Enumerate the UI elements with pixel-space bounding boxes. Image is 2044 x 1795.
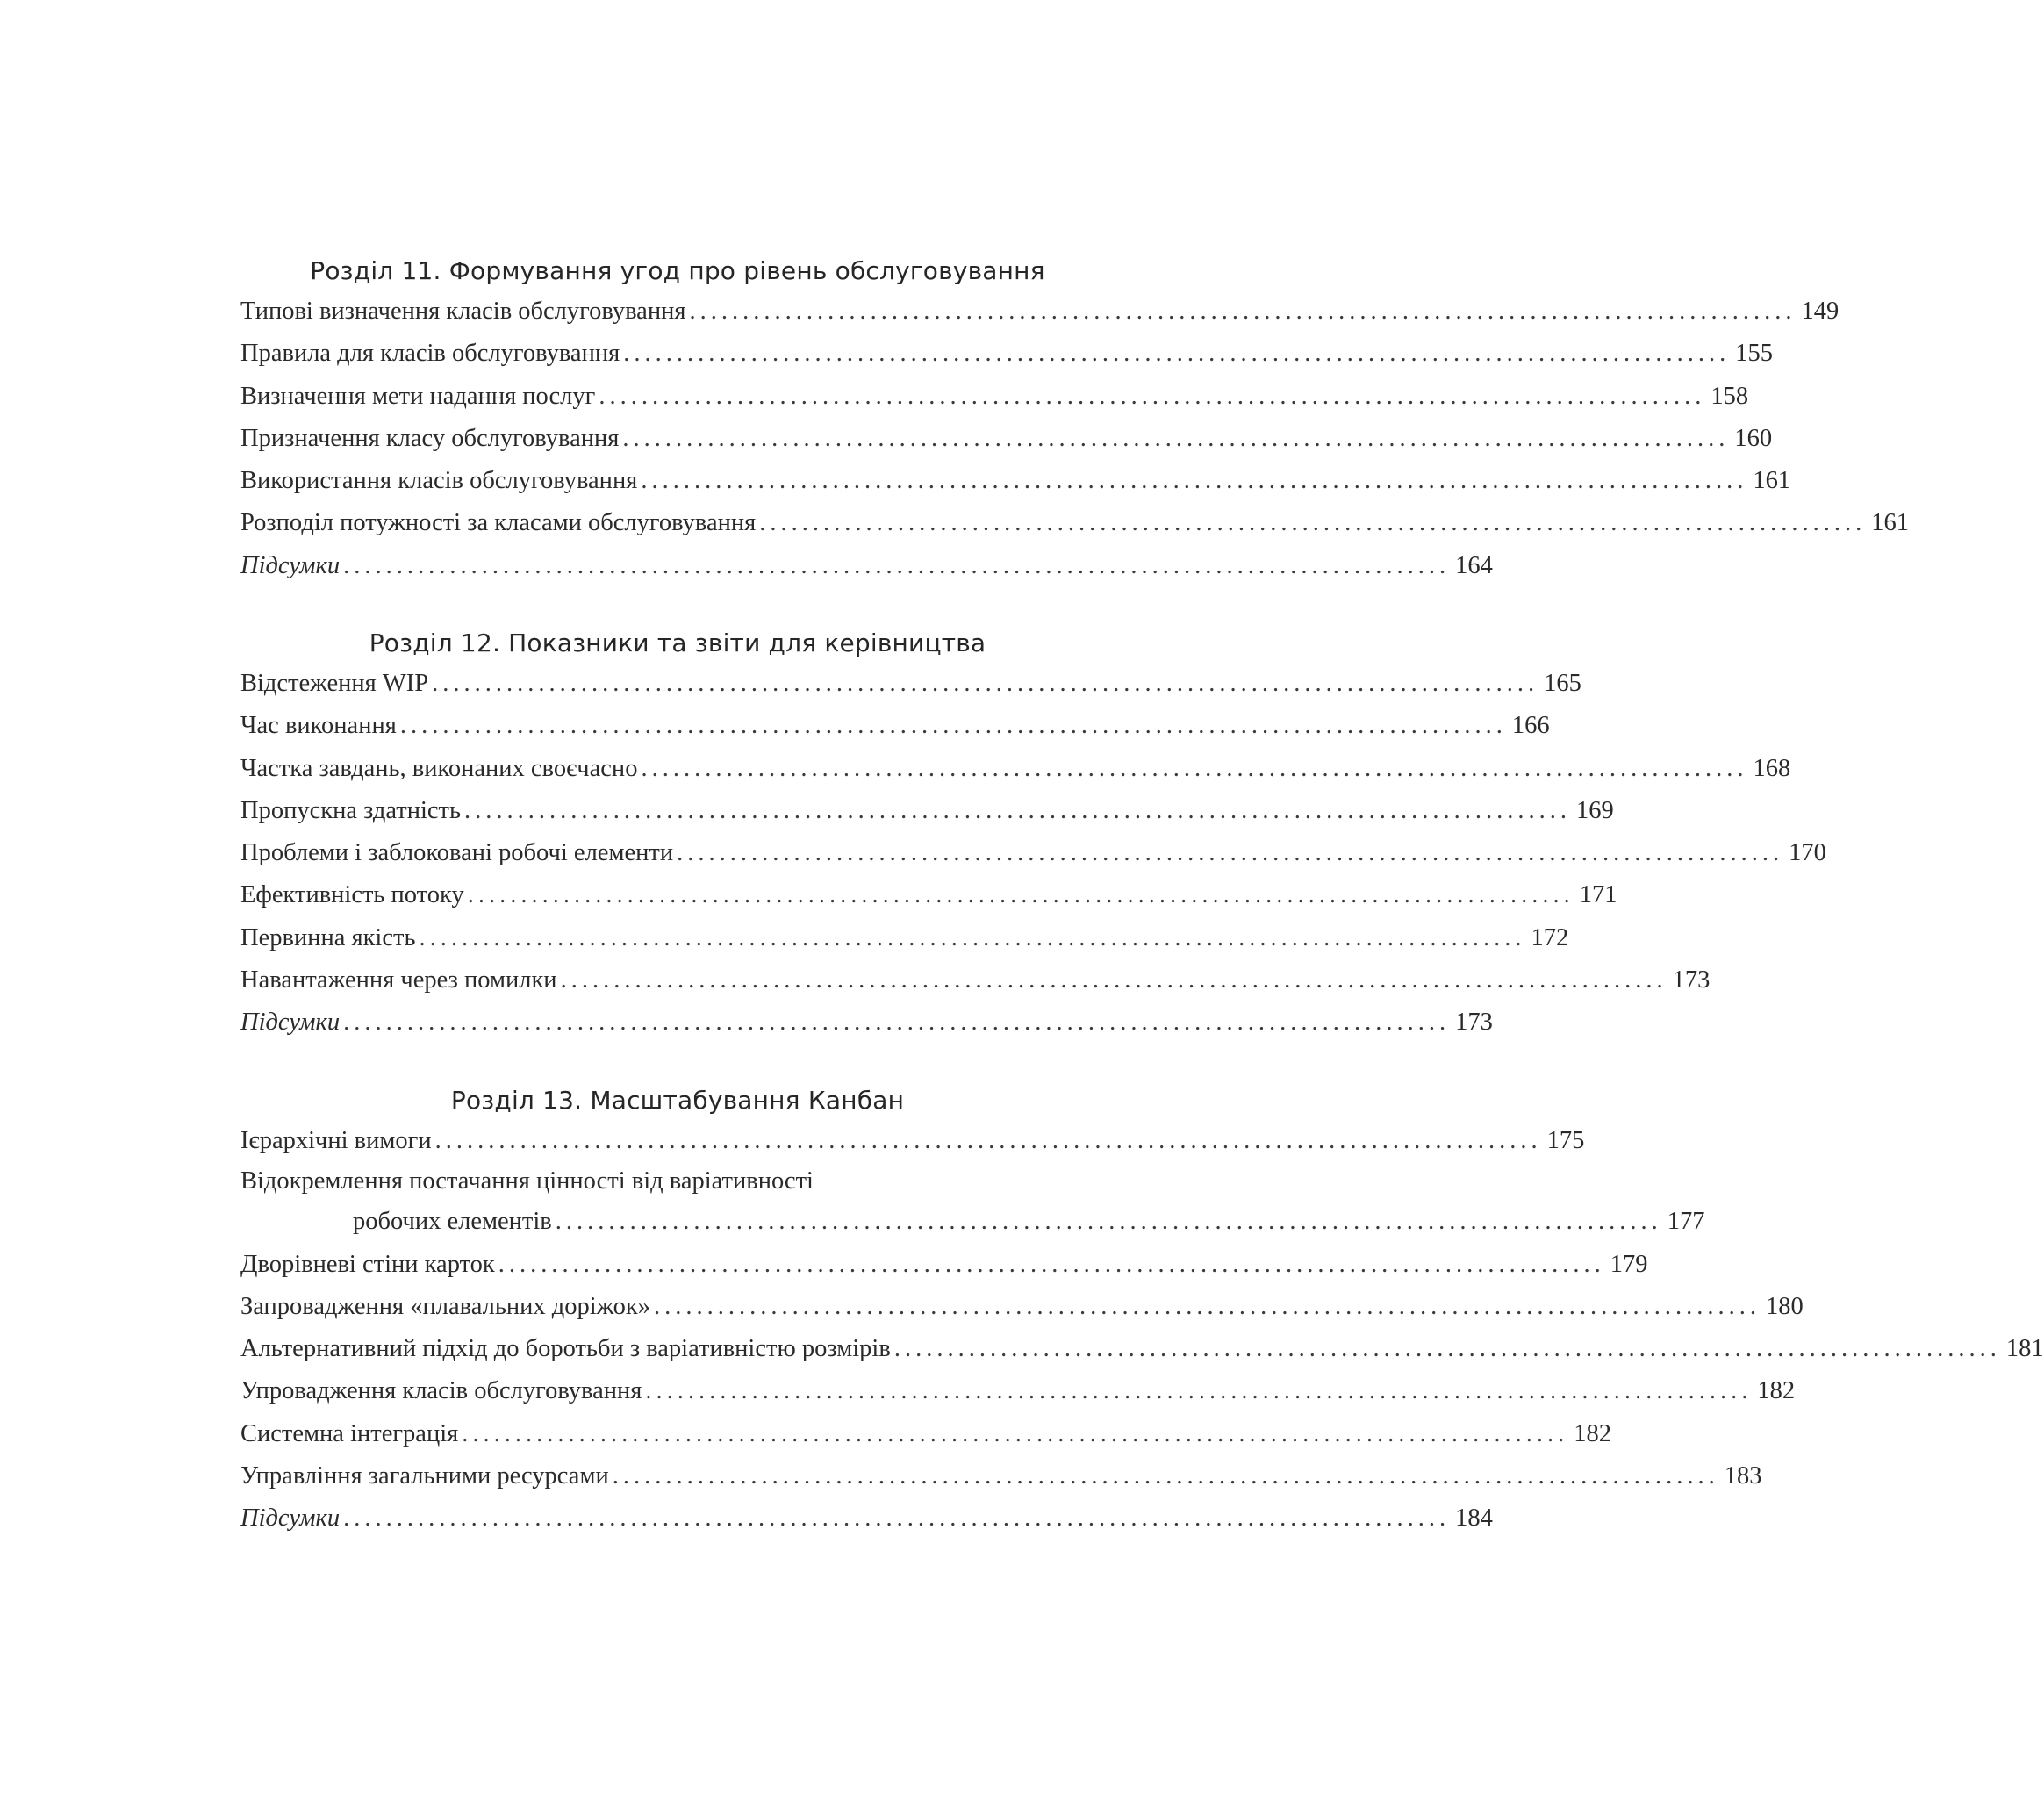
toc-entry-label: Розподіл потужності за класами обслуговування [240,509,757,537]
dot-leader: ........................................................................................................ [893,1335,2001,1363]
toc-page-number: 180 [1765,1292,1804,1320]
toc-entry-label: Відстеження WIP [240,670,429,697]
toc-page-number: 165 [1544,670,1581,697]
dot-leader: ........................................................................................................ [622,424,1730,452]
dot-leader: ........................................................................................................ [641,754,1748,782]
toc-entry-label: Підсумки [240,1009,341,1037]
toc-page-number: 168 [1753,754,1791,782]
toc-entry-label: Використання класів обслуговування [240,467,638,495]
toc-page-number: 149 [1801,298,1840,325]
toc-entry-label: Ефективність потоку [240,881,464,909]
toc-entry[interactable] [240,959,1711,1002]
toc-page-number: 173 [1672,966,1711,994]
dot-leader: ........................................................................................................ [560,966,1667,994]
toc-page-number: 164 [1455,551,1493,579]
toc-entry[interactable] [240,1370,1796,1412]
chapter-11 [240,252,1909,587]
toc-entry[interactable] [240,1328,2044,1370]
dot-leader: ........................................................................................................ [623,340,1731,368]
toc-entry[interactable] [240,418,1773,460]
dot-leader: ........................................................................................................ [434,1127,1542,1154]
toc-entry-summary[interactable] [240,1002,1493,1044]
toc-entry[interactable] [240,917,1569,959]
toc-entry[interactable] [240,333,1773,375]
chapter-title: Розділ 11. Формування угод про рівень обслуговування [310,256,1045,285]
toc-entry[interactable] [240,376,1749,418]
toc-entry-label: Проблеми і заблоковані робочі елементи [240,839,674,867]
toc-entry-label: Типові визначення класів обслуговування [240,298,686,325]
toc-page-number: 170 [1789,839,1826,867]
toc-page-number: 181 [2005,1335,2044,1363]
toc-entry-summary[interactable] [240,545,1493,587]
toc-page-number: 160 [1734,424,1773,452]
dot-leader: ........................................................................................................ [498,1250,1605,1278]
toc-entry-label: Правила для класів обслуговування [240,340,620,368]
toc-entry-label-first-line[interactable]: Відокремлення постачання цінності від варіативності [240,1167,814,1195]
toc-entry-label: Системна інтеграція [240,1419,459,1447]
toc-page-number: 169 [1576,796,1614,824]
toc-page-number: 158 [1711,382,1749,410]
toc-entry-label: Альтернативний підхід до боротьби з варіативністю розмірів [240,1335,891,1363]
dot-leader: ........................................................................................................ [677,839,1784,867]
toc-entry-label: Упровадження класів обслуговування [240,1377,642,1405]
toc-entry[interactable] [240,1244,1648,1286]
chapter-12 [240,624,1826,1045]
toc-entry-label: Навантаження через помилки [240,966,557,994]
dot-leader: ........................................................................................................ [432,670,1539,697]
dot-leader: ........................................................................................................ [653,1292,1761,1320]
toc-entry-label: Час виконання [240,712,397,740]
toc-entry[interactable] [240,502,1909,544]
toc-entry-label: Частка завдань, виконаних своєчасно [240,754,638,782]
toc-entry[interactable] [240,291,1840,333]
dot-leader: ........................................................................................................ [689,298,1797,325]
toc-entry[interactable] [240,1413,1611,1455]
dot-leader: ........................................................................................................ [343,1504,1451,1533]
toc-entry-label: Визначення мети надання послуг [240,382,596,410]
toc-entry[interactable] [240,748,1791,790]
toc-entry-label: Ієрархічні вимоги [240,1127,432,1154]
toc-entry-label: Дворівневі стіни карток [240,1250,495,1278]
toc-entry-label: Пропускна здатність [240,796,461,824]
dot-leader: ........................................................................................................ [599,382,1706,410]
toc-page-number: 175 [1546,1127,1585,1154]
toc-page-number: 173 [1455,1009,1493,1037]
dot-leader: ........................................................................................................ [641,467,1748,495]
toc-page-number: 161 [1871,509,1909,537]
toc-page-number: 172 [1531,923,1569,951]
toc-page-number: 182 [1574,1419,1611,1447]
toc-page-number: 177 [1667,1208,1705,1236]
dot-leader: ........................................................................................................ [555,1208,1662,1236]
toc-entry-label: Запровадження «плавальних доріжок» [240,1292,650,1320]
toc-page-number: 182 [1757,1377,1796,1405]
toc-entry-label-continuation: робочих елементів [353,1208,552,1236]
toc-entry-label: Первинна якість [240,923,416,951]
toc-entry-label: Підсумки [240,1504,341,1533]
toc-page-number: 166 [1511,712,1550,740]
toc-entry[interactable] [240,1201,1705,1243]
toc-entry[interactable] [240,790,1614,832]
toc-entry[interactable] [240,832,1826,874]
toc-entry[interactable] [240,705,1550,747]
toc-page-number: 155 [1735,340,1773,368]
toc-page-number: 161 [1753,467,1791,495]
dot-leader: ........................................................................................................ [612,1462,1719,1490]
toc-page-number: 184 [1455,1504,1493,1533]
toc-entry[interactable] [240,1286,1804,1328]
toc-entry[interactable] [240,663,1581,705]
toc-entry[interactable] [240,1120,1585,1162]
toc-entry[interactable] [240,1455,1762,1497]
toc-entry-label: Управління загальними ресурсами [240,1462,609,1490]
toc-entry[interactable] [240,874,1617,916]
dot-leader: ........................................................................................................ [645,1377,1753,1405]
chapter-13 [240,1081,2044,1540]
dot-leader: ........................................................................................................ [467,881,1574,909]
toc-entry[interactable] [240,460,1791,502]
dot-leader: ........................................................................................................ [343,551,1451,579]
dot-leader: ........................................................................................................ [462,1419,1569,1447]
dot-leader: ........................................................................................................ [464,796,1571,824]
dot-leader: ........................................................................................................ [759,509,1867,537]
toc-entry-label: Підсумки [240,551,341,579]
toc-entry-label: Призначення класу обслуговування [240,424,620,452]
dot-leader: ........................................................................................................ [399,712,1507,740]
chapter-title: Розділ 12. Показники та звіти для керівництва [369,628,986,657]
dot-leader: ........................................................................................................ [419,923,1526,951]
toc-page-number: 183 [1724,1462,1762,1490]
toc-entry-summary[interactable] [240,1497,1493,1540]
dot-leader: ........................................................................................................ [343,1009,1451,1037]
toc-page-number: 171 [1579,881,1617,909]
toc-page-number: 179 [1610,1250,1648,1278]
chapter-title: Розділ 13. Масштабування Канбан [450,1086,905,1115]
